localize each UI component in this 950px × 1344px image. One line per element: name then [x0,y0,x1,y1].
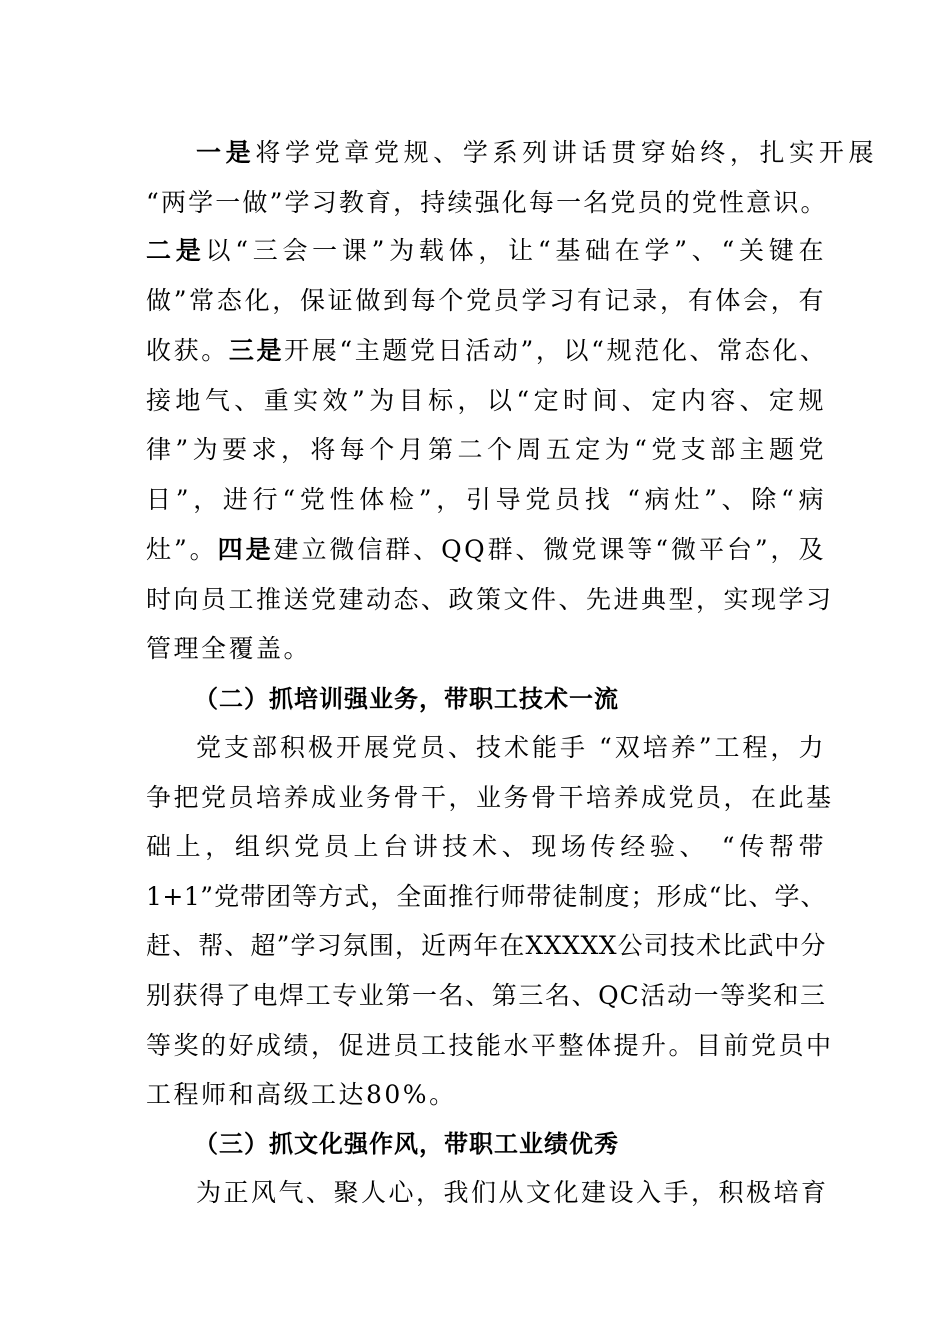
paragraph-line [146,376,826,426]
keyword-sishi: 四是 [217,535,274,564]
line-text: 础上，组织党员上台讲技术、现场传经验、 “传帮带 [146,832,826,861]
paragraph-line [146,971,826,1021]
paragraph-line [146,1070,826,1120]
line-text: 接地气、重实效”为目标，以“定时间、定内容、定规 [146,386,826,415]
paragraph-line [146,276,826,326]
paragraph-line [146,921,826,971]
line-text: 日”，进行“党性体检”，引导党员找 “病灶”、除“病 [146,485,826,514]
line-text: “两学一做”学习教育，持续强化每一名党员的党性意识。 [146,188,826,217]
line-text: 别获得了电焊工专业第一名、第三名、QC活动一等奖和三 [146,981,826,1010]
line-text: 管理全覆盖。 [146,634,312,663]
paragraph-line [196,723,826,773]
line-text: 党支部积极开展党员、技术能手 “双培养”工程，力 [196,733,826,762]
paragraph-line [146,475,826,525]
paragraph-line [146,624,826,674]
keyword-sanshi: 三是 [228,336,285,365]
paragraph-line [146,773,834,823]
line-text: 争把党员培养成业务骨干，业务骨干培养成党员，在此基 [146,783,834,812]
line-text: 为正风气、聚人心，我们从文化建设入手，积极培育 [196,1178,829,1207]
paragraph-line [146,525,826,575]
paragraph-line [146,326,826,376]
paragraph-line [146,425,826,475]
heading-text: （二）抓培训强业务，带职工技术一流 [194,684,619,713]
keyword-ershi: 二是 [146,236,206,265]
line-text: 工程师和高级工达80%。 [146,1080,457,1109]
line-text: 以“三会一课”为载体，让“基础在学”、“关键在 [205,236,826,265]
paragraph-line [146,178,826,228]
line-text: 赶、帮、超”学习氛围，近两年在XXXXX公司技术比武中分 [146,931,826,960]
line-text: 将学党章党规、学系列讲话贯穿始终，扎实开展 [255,138,876,167]
line-text: 做”常态化，保证做到每个党员学习有记录，有体会，有 [146,286,826,315]
paragraph-line [146,1021,834,1071]
heading-text: （三）抓文化强作风，带职工业绩优秀 [194,1129,619,1158]
line-text: 时向员工推送党建动态、政策文件、先进典型，实现学习 [146,585,834,614]
paragraph-line [146,226,826,276]
paragraph-line [146,575,834,625]
paragraph-line [146,822,826,872]
line-text: 灶”。 [146,535,218,564]
keyword-yishi: 一是 [196,138,256,167]
line-text: 建立微信群、QQ群、微党课等“微平台”，及 [273,535,826,564]
paragraph-line [196,1168,829,1218]
paragraph-line [196,128,876,178]
line-text: 1+1”党带团等方式，全面推行师带徒制度；形成“比、学、 [146,882,826,911]
line-text: 收获。 [146,336,229,365]
section-heading-3 [194,1119,874,1169]
section-heading-2 [194,674,874,724]
paragraph-line [146,872,826,922]
line-text: 开展“主题党日活动”，以“规范化、常态化、 [284,336,826,365]
line-text: 律”为要求，将每个月第二个周五定为“党支部主题党 [146,435,826,464]
line-text: 等奖的好成绩，促进员工技能水平整体提升。目前党员中 [146,1031,834,1060]
